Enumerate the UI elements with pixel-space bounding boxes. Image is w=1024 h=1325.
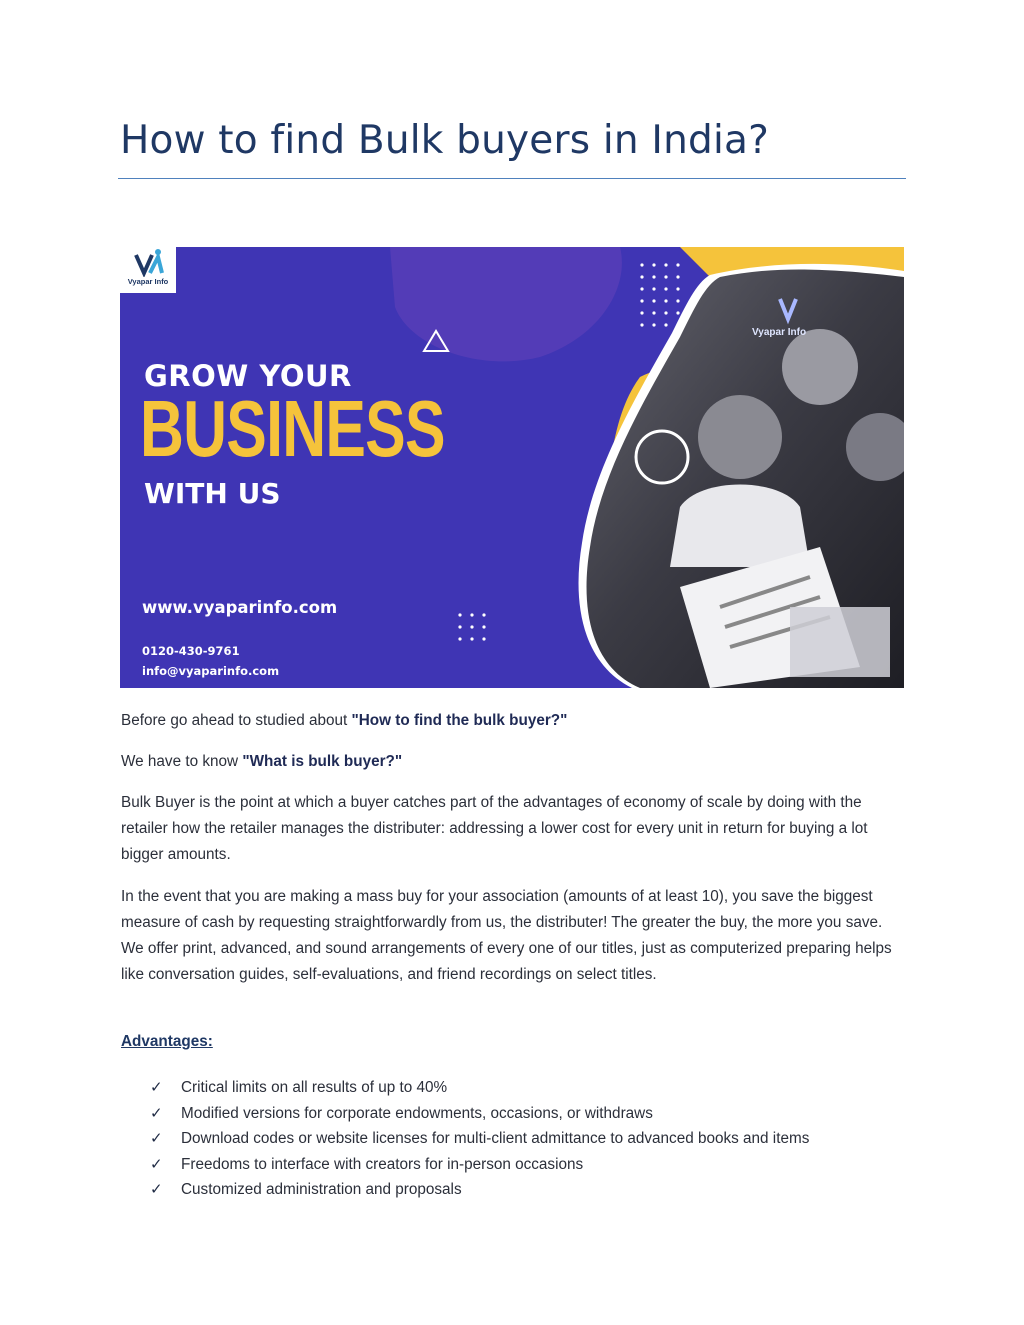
logo-text: Vyapar Info xyxy=(127,277,169,286)
list-item xyxy=(150,1101,809,1127)
list-item xyxy=(150,1075,809,1101)
list-item xyxy=(150,1126,809,1152)
list-item xyxy=(150,1177,809,1203)
checkmark-icon: ✓ xyxy=(150,1078,163,1096)
list-item-text: Download codes or website licenses for multi-client admittance to advanced books and items xyxy=(181,1130,810,1148)
page-title: How to find Bulk buyers in India? xyxy=(120,118,770,163)
advantages-list xyxy=(150,1075,809,1203)
intro-text: Before go ahead to studied about xyxy=(121,712,352,729)
headline-bottom: WITH US xyxy=(144,477,281,510)
advantages-heading: Advantages: xyxy=(121,1033,213,1050)
checkmark-icon: ✓ xyxy=(150,1180,163,1199)
headline-top: GROW YOUR xyxy=(144,359,352,393)
list-item-text: Freedoms to interface with creators for in-person occasions xyxy=(181,1155,584,1173)
list-item-text: Customized administration and proposals xyxy=(181,1181,462,1199)
promo-banner-image xyxy=(120,247,904,688)
list-item-text: Modified versions for corporate endowments, occasions, or withdraws xyxy=(181,1104,653,1122)
question-text: We have to know xyxy=(121,753,243,770)
definition-paragraph: Bulk Buyer is the point at which a buyer catches part of the advantages of economy of scale by doing with the retailer how the retailer manages the distributer: addressing a lower cost for every unit in return for buying a lot bigger amounts. xyxy=(121,794,868,863)
list-item xyxy=(150,1152,809,1178)
banner-phone: 0120-430-9761 xyxy=(142,644,240,658)
list-item-text: Critical limits on all results of up to 40% xyxy=(181,1079,448,1096)
checkmark-icon: ✓ xyxy=(150,1103,163,1122)
question-paragraph xyxy=(121,749,901,775)
watermark-logo-text: Vyapar Info xyxy=(752,327,807,338)
vyapar-info-logo xyxy=(120,247,176,293)
title-divider xyxy=(118,178,906,179)
headline-main: BUSINESS xyxy=(140,384,445,473)
banner-website: www.vyaparinfo.com xyxy=(142,598,338,617)
savings-paragraph: In the event that you are making a mass buy for your association (amounts of at least 10), you save the biggest measure of cash by requesting straightforwardly from us, the distributer! The greater the buy, the more you save. We offer print, advanced, and sound arrangements of every one of our titles, just as computerized preparing helps like conversation guides, self-evaluations, and friend recordings on select titles. xyxy=(121,888,892,983)
banner-email: info@vyaparinfo.com xyxy=(142,664,280,678)
checkmark-icon: ✓ xyxy=(150,1129,163,1148)
logo-mark-icon xyxy=(120,247,176,277)
question-bold: "What is bulk buyer?" xyxy=(242,753,403,770)
intro-paragraph xyxy=(121,708,901,734)
checkmark-icon: ✓ xyxy=(150,1154,163,1173)
intro-question: "How to find the bulk buyer?" xyxy=(351,712,568,729)
